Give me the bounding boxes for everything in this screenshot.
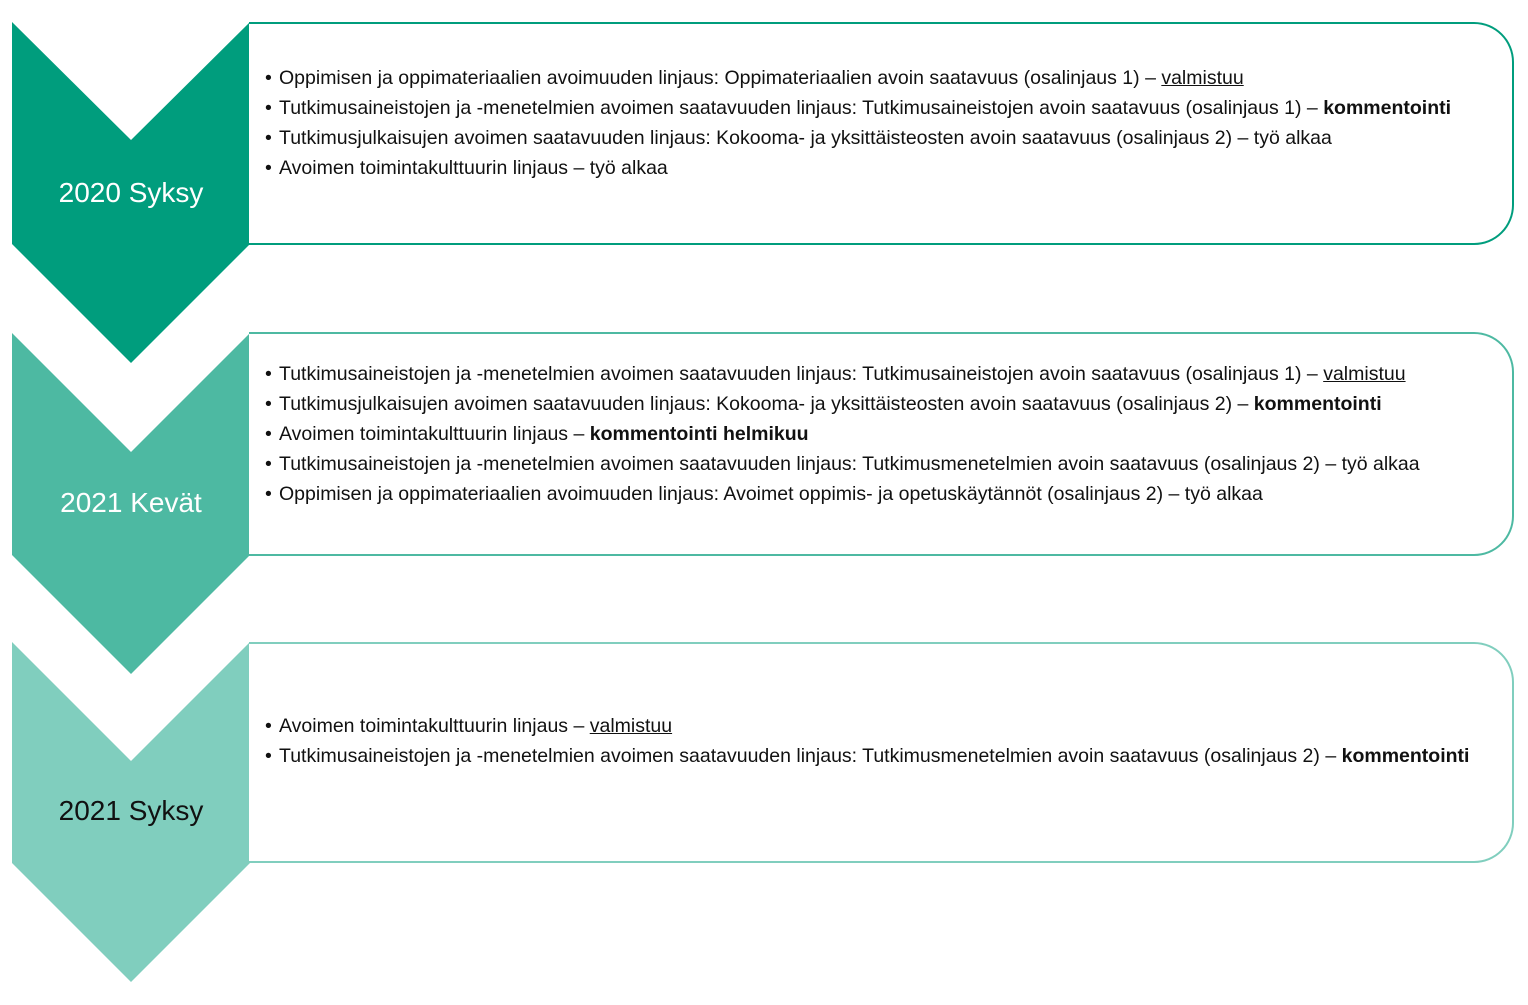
list-item: • Tutkimusaineistojen ja -menetelmien avoimen saatavuuden linjaus: Tutkimusmenetelmien avoin saatavuus (osalinjaus 2) – työ alkaa	[265, 453, 1420, 475]
list-item: • Avoimen toimintakulttuurin linjaus – työ alkaa	[265, 157, 668, 179]
stage-box-2021-syksy	[249, 642, 1514, 863]
stage-box-2020-syksy	[249, 22, 1514, 245]
stage-label-2021-syksy: 2021 Syksy	[58, 795, 204, 826]
stage-label-2020-syksy: 2020 Syksy	[58, 177, 204, 208]
list-item: • Tutkimusjulkaisujen avoimen saatavuuden linjaus: Kokooma- ja yksittäisteosten avoin saatavuus (osalinjaus 2) – työ alkaa	[265, 127, 1332, 149]
stage-items	[263, 362, 1498, 512]
stage-items	[263, 714, 1498, 774]
list-item: • Avoimen toimintakulttuurin linjaus – valmistuu	[265, 715, 673, 737]
list-item: • Tutkimusaineistojen ja -menetelmien avoimen saatavuuden linjaus: Tutkimusaineistojen avoin saatavuus (osalinjaus 1) – valmistuu	[265, 363, 1406, 385]
stage-label-2021-kevat: 2021 Kevät	[60, 487, 202, 518]
list-item: • Oppimisen ja oppimateriaalien avoimuuden linjaus: Oppimateriaalien avoin saatavuus (osalinjaus 1) – valmistuu	[265, 67, 1244, 89]
stage-items	[263, 66, 1498, 186]
list-item: • Avoimen toimintakulttuurin linjaus – kommentointi helmikuu	[265, 423, 809, 445]
list-item: • Tutkimusaineistojen ja -menetelmien avoimen saatavuuden linjaus: Tutkimusmenetelmien avoin saatavuus (osalinjaus 2) – kommentointi	[265, 745, 1470, 767]
stage-box-2021-kevat	[249, 332, 1514, 556]
list-item: • Tutkimusjulkaisujen avoimen saatavuuden linjaus: Kokooma- ja yksittäisteosten avoin saatavuus (osalinjaus 2) – kommentointi	[265, 393, 1382, 415]
list-item: • Oppimisen ja oppimateriaalien avoimuuden linjaus: Avoimet oppimis- ja opetuskäytännöt (osalinjaus 2) – työ alkaa	[265, 483, 1263, 505]
list-item: • Tutkimusaineistojen ja -menetelmien avoimen saatavuuden linjaus: Tutkimusaineistojen avoin saatavuus (osalinjaus 1) – kommentointi	[265, 97, 1452, 119]
